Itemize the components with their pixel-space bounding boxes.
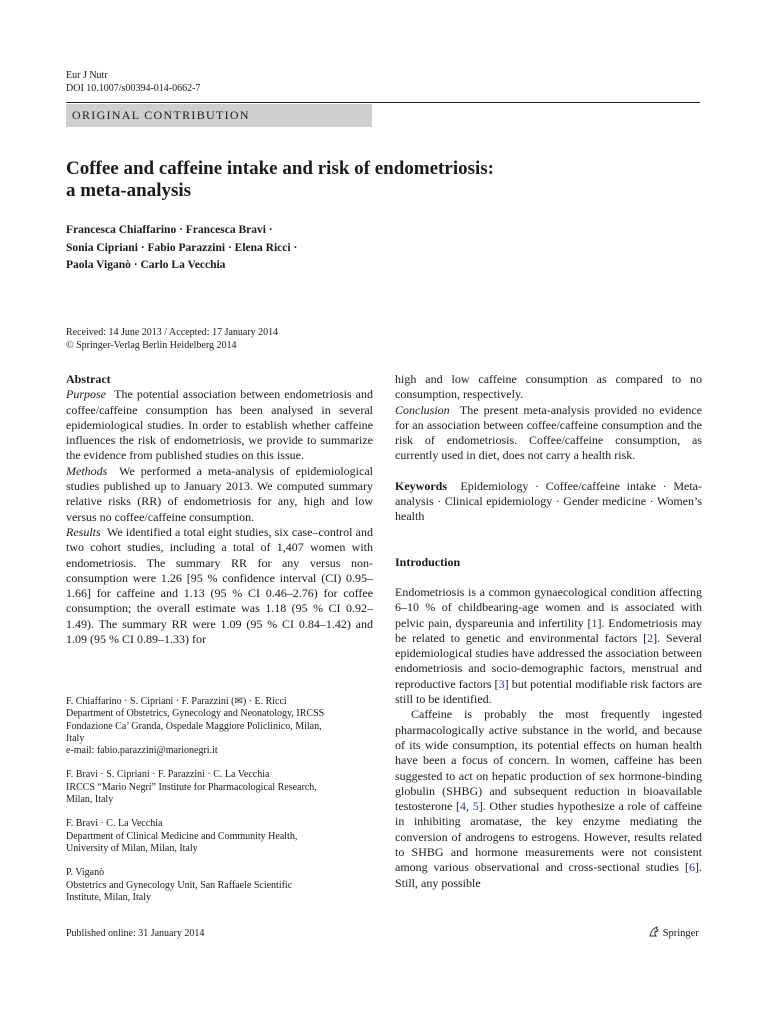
authors-line-3: Paola Viganò · Carlo La Vecchia: [66, 259, 226, 272]
title-line-1: Coffee and caffeine intake and risk of endometriosis:: [66, 158, 494, 179]
purpose-text: The potential association between endometriosis and coffee/caffeine consumption has been analysed in several epidemiological studies. In order to establish whether caffeine influences the risk of endometriosis, we provide to summarize the evidence from published studies on this issue.: [66, 387, 374, 463]
affiliation-3: [66, 818, 376, 855]
conclusion-label: Conclusion: [395, 402, 450, 417]
journal-header: [66, 70, 200, 95]
copyright: © Springer-Verlag Berlin Heidelberg 2014: [66, 339, 237, 351]
citation-link[interactable]: 2: [647, 630, 654, 645]
section-banner: ORIGINAL CONTRIBUTION: [66, 104, 372, 127]
abstract-methods: [66, 464, 373, 525]
affiliation-4: [66, 867, 376, 904]
intro-text: Endometriosis is a common gynaecological condition affecting 6–10 % of childbearing-age women and is associated with pelvic pain, dyspareunia and infertility [: [395, 584, 702, 630]
abstract-heading: Abstract: [66, 372, 111, 386]
affiliation-names: P. Viganò: [66, 867, 105, 879]
affiliation-line: Obstetrics and Gynecology Unit, San Raffaele Scientific: [66, 879, 293, 891]
publisher-logo: [648, 926, 699, 939]
affiliation-line: Fondazione Ca’ Granda, Ospedale Maggiore Policlinico, Milan,: [66, 720, 322, 732]
intro-text: Caffeine is probably the most frequently ingested pharmacologically active substance in the world, and because of its wide consumption, its potential effects on human health have been a focus of concern. In women, caffeine has been suggested to act on hepatic production of sex hormone-binding globulin (SHBG) and subsequent reduction in bioavailable testosterone [: [395, 707, 702, 814]
abstract-conclusion: [395, 403, 702, 464]
journal-name: Eur J Nutr: [66, 70, 108, 81]
affiliation-names: F. Bravi · C. La Vecchia: [66, 818, 163, 830]
citation-link[interactable]: 5: [472, 799, 479, 814]
affiliation-2: [66, 769, 376, 806]
doi: DOI 10.1007/s00394-014-0662-7: [66, 82, 201, 94]
article-dates: [66, 327, 278, 352]
affiliation-line: University of Milan, Milan, Italy: [66, 842, 198, 854]
intro-text: ]. Endometriosis may be related to genetic and environmental factors [: [395, 615, 702, 645]
affiliation-line: Department of Clinical Medicine and Community Health,: [66, 830, 298, 842]
affiliation-1: [66, 696, 376, 757]
abstract-column: [66, 372, 373, 647]
title-line-2: a meta-analysis: [66, 180, 192, 201]
results-label: Results: [66, 524, 101, 539]
intro-text: ]. Still, any possible: [395, 860, 702, 890]
publisher-name: Springer: [662, 928, 699, 939]
right-column: [395, 372, 702, 891]
keywords-label: Keywords: [395, 478, 447, 493]
abstract-purpose: [66, 387, 373, 463]
abstract-results: [66, 525, 373, 647]
intro-text: ] but potential modifiable risk factors are still to be identified.: [395, 676, 702, 707]
affiliations: [66, 696, 376, 916]
affiliation-line: Italy: [66, 732, 85, 744]
affiliation-line: IRCCS “Mario Negri” Institute for Pharmacological Research,: [66, 781, 317, 793]
corresponding-email[interactable]: e-mail: fabio.parazzini@marionegri.it: [66, 745, 218, 757]
authors-line-1: Francesca Chiaffarino · Francesca Bravi ·: [66, 224, 273, 236]
intro-text: ]. Several epidemiological studies have addressed the association between endometriosis and socio-demographic factors, menstrual and reproductive factors [: [395, 630, 702, 691]
affiliation-line: Institute, Milan, Italy: [66, 891, 151, 903]
purpose-label: Purpose: [66, 387, 106, 402]
intro-paragraph-2: [395, 707, 702, 891]
intro-text: ]. Other studies hypothesize a role of caffeine in inhibiting aromatase, the key enzyme mediating the conversion of androgens to estrogens. However, results related to SHBG and hormone measurements were not consistent among various observational and cross-sectional studies [: [395, 799, 702, 875]
published-online: Published online: 31 January 2014: [66, 928, 205, 939]
author-list: [66, 222, 386, 275]
keywords: [395, 479, 702, 525]
article-title: [66, 158, 666, 202]
citation-link[interactable]: 4: [460, 799, 467, 814]
intro-paragraph-1: [395, 585, 702, 707]
received-accepted: Received: 14 June 2013 / Accepted: 17 January 2014: [66, 327, 279, 338]
springer-horse-icon: [648, 926, 660, 938]
methods-label: Methods: [66, 463, 108, 478]
citation-link[interactable]: 3: [498, 676, 505, 691]
methods-text: We performed a meta-analysis of epidemiological studies published up to January 2013. We computed summary relative risks (RR) of endometriosis for any, high and low versus no coffee/caffeine consumption.: [66, 463, 373, 524]
conclusion-text: The present meta-analysis provided no evidence for an association between coffee/caffeine consumption and the risk of endometriosis. Coffee/caffeine consumption, as currently used in diet, does not carry a health risk.: [395, 402, 702, 463]
results-continued: high and low caffeine consumption as compared to no consumption, respectively.: [395, 372, 702, 402]
results-text: We identified a total eight studies, six case–control and two cohort studies, including a total of 1,407 women with endometriosis. The summary RR for any versus non-consumption were 1.26 [95 % confidence interval (CI) 0.95–1.66] for caffeine and 1.13 (95 % CI 0.46–2.76) for coffee consumption; the overall estimate was 1.18 (95 % CI 0.92–1.49). The summary RR were 1.09 (95 % CI 0.84–1.42) and 1.09 (95 % CI 0.89–1.33) for: [66, 524, 373, 647]
citation-separator: ,: [466, 799, 473, 814]
keywords-text: Epidemiology · Coffee/caffeine intake · Meta-analysis · Clinical epidemiology · Gender medicine · Women’s health: [395, 478, 702, 524]
introduction-heading: Introduction: [395, 554, 461, 569]
header-rule: [66, 102, 700, 103]
affiliation-names: F. Chiaffarino · S. Cipriani · F. Parazzini (✉) · E. Ricci: [66, 696, 287, 707]
authors-line-2: Sonia Cipriani · Fabio Parazzini · Elena Ricci ·: [66, 241, 298, 254]
affiliation-line: Department of Obstetrics, Gynecology and Neonatology, IRCSS: [66, 708, 325, 720]
affiliation-names: F. Bravi · S. Cipriani · F. Parazzini · C. La Vecchia: [66, 769, 270, 781]
affiliation-line: Milan, Italy: [66, 794, 114, 806]
citation-link[interactable]: 6: [689, 860, 695, 875]
citation-link[interactable]: 1: [591, 615, 598, 630]
